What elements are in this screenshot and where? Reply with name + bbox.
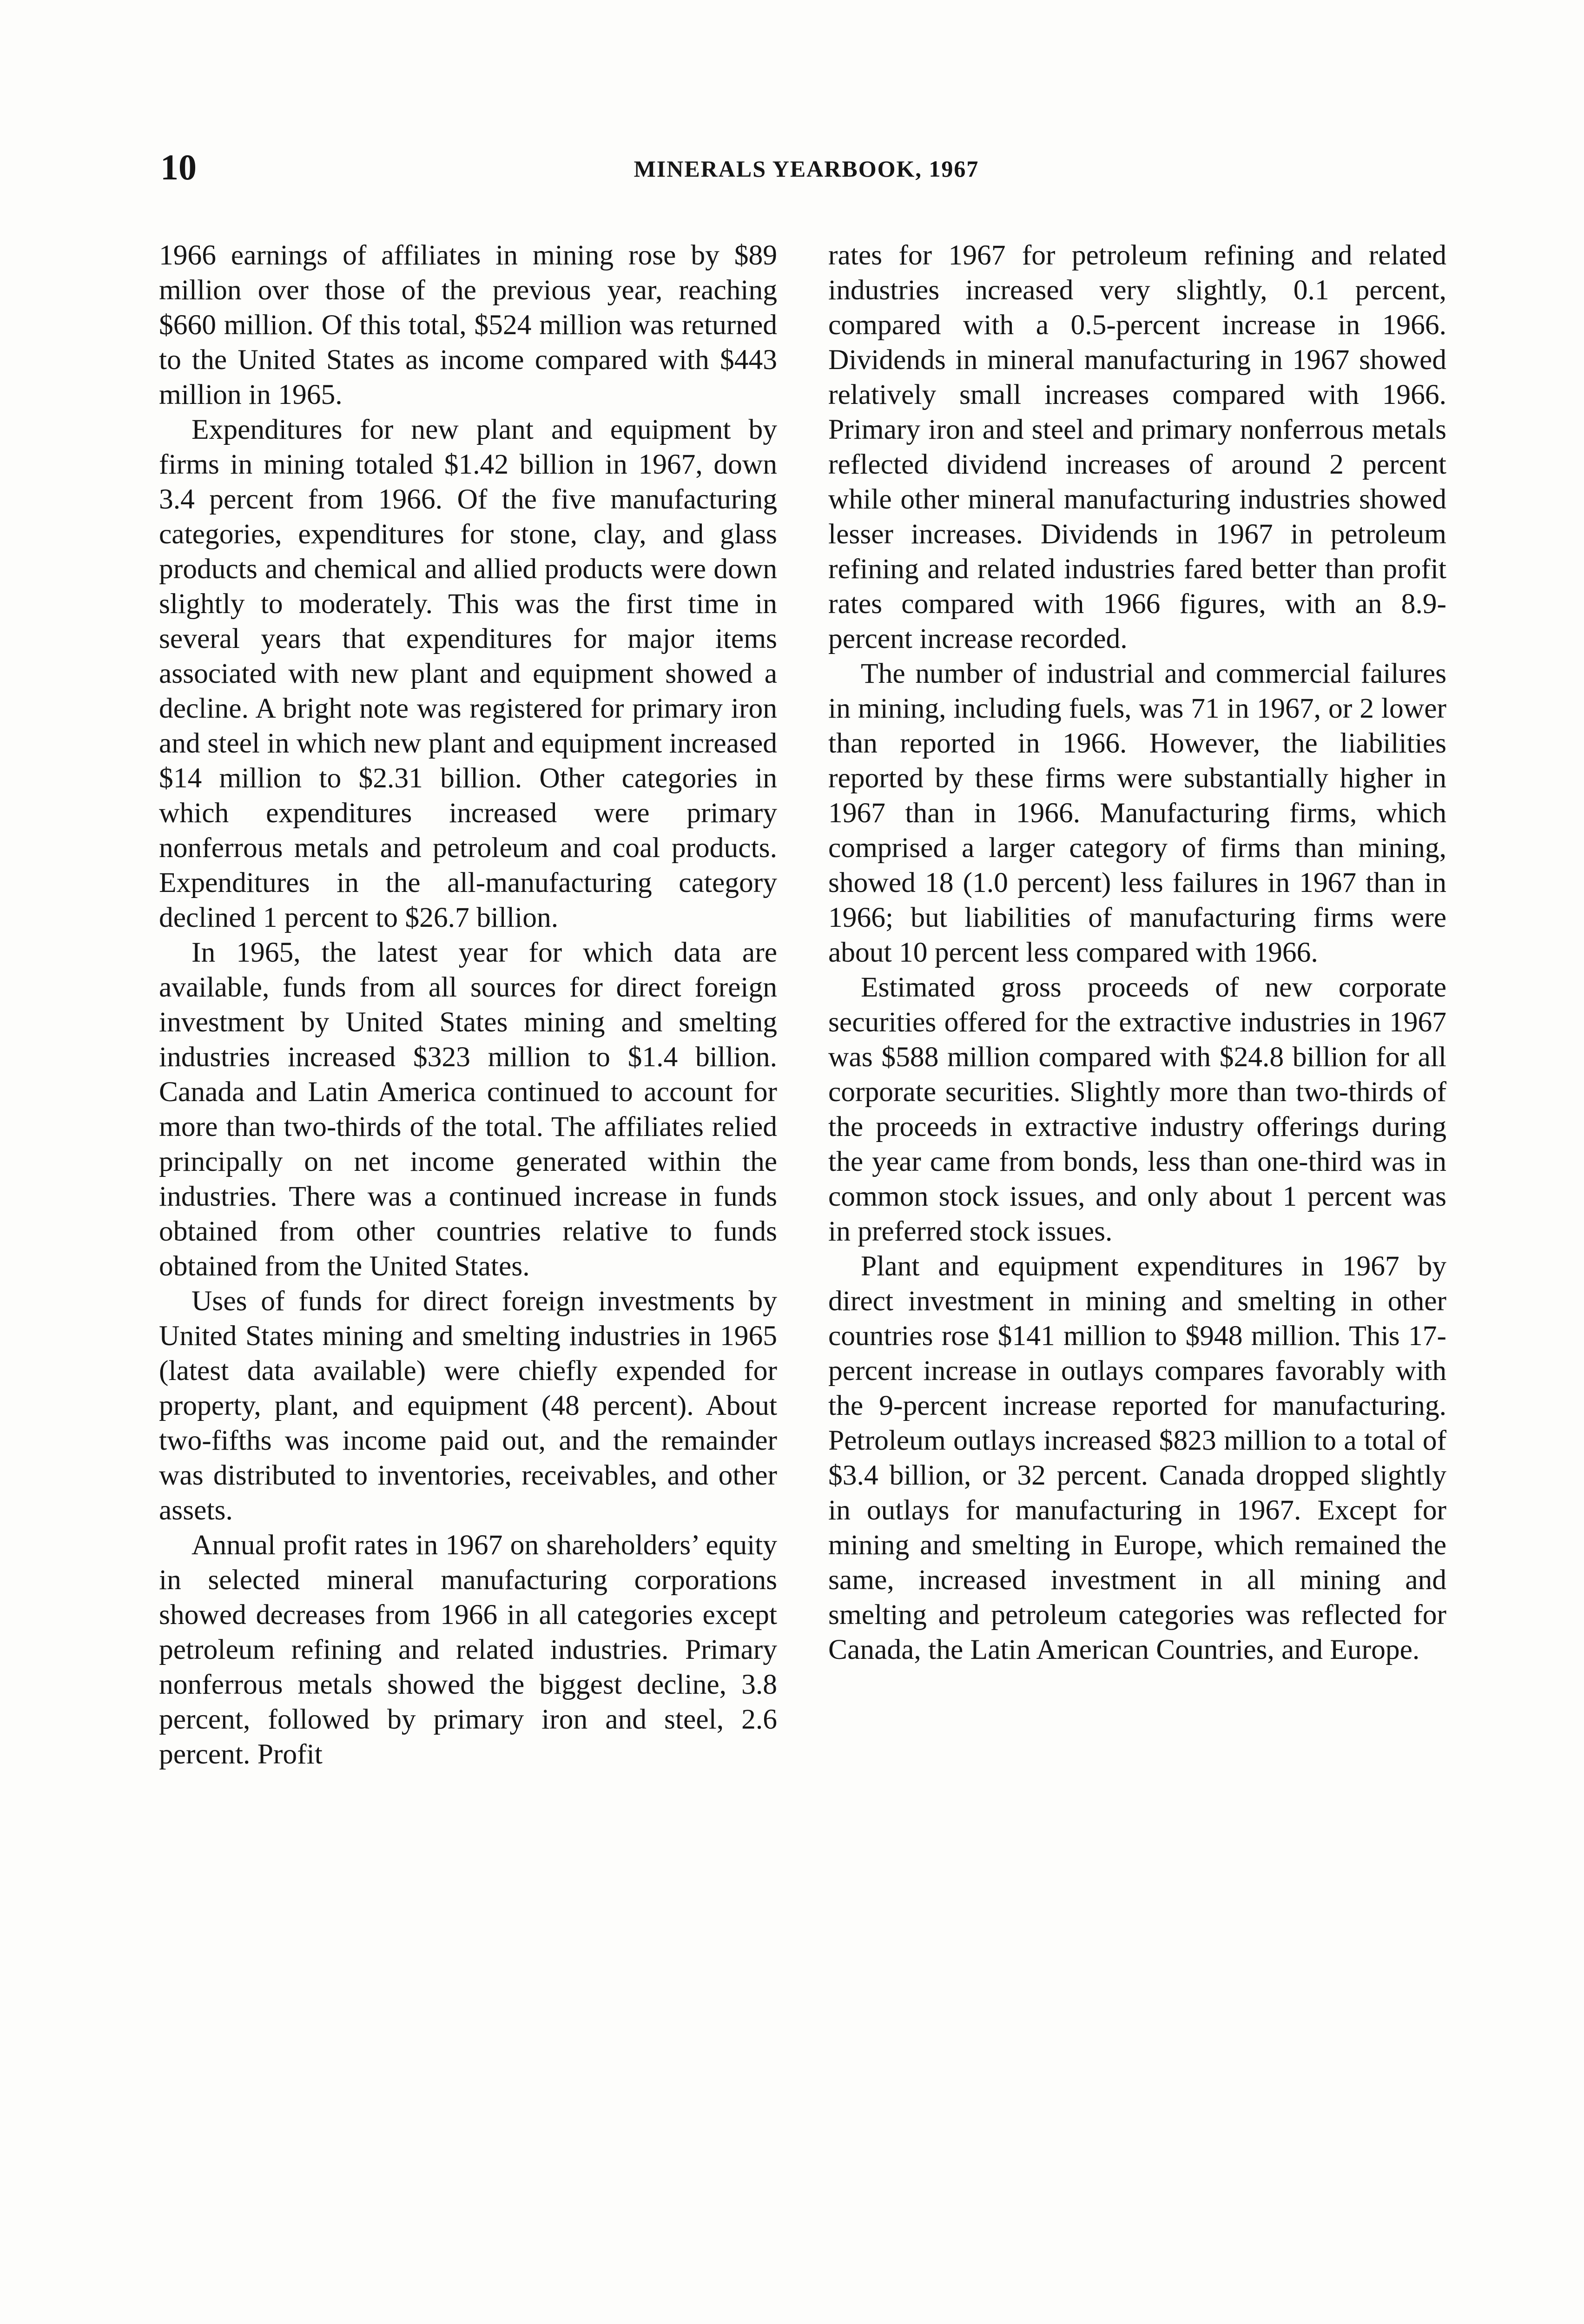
paragraph: Annual profit rates in 1967 on shareholders’ equity in selected mineral manufacturing corporations showed decreases from 1966 in all categories except petroleum refining and related industries. Primary nonferrous metals showed the biggest decline, 3.8 percent, followed by primary iron and steel, 2.6 percent. Profit bbox=[159, 1529, 777, 1770]
paragraph: 1966 earnings of affiliates in mining rose by $89 million over those of the previous year, reaching $660 million. Of this total, $524 million was returned to the United States as income compared with $443 million in 1965. bbox=[159, 239, 777, 410]
running-title: MINERALS YEARBOOK, 1967 bbox=[634, 156, 979, 182]
paragraph: Uses of funds for direct foreign investments by United States mining and smelting industries in 1965 (latest data available) were chiefly expended for property, plant, and equipment (48 percent). About two-fifths was income paid out, and the remainder was distributed to inventories, receivables, and other assets. bbox=[159, 1285, 777, 1526]
page-number: 10 bbox=[160, 147, 197, 187]
paragraph: Expenditures for new plant and equipment by firms in mining totaled $1.42 billion in 1967, down 3.4 percent from 1966. Of the five manufacturing categories, expenditures for stone, clay, and glass products and chemical and allied products were down slightly to moderately. This was the first time in several years that expenditures for major items associated with new plant and equipment showed a decline. A bright note was registered for primary iron and steel in which new plant and equipment increased $14 million to $2.31 billion. Other categories in which expenditures increased were primary nonferrous metals and petroleum and coal products. Expenditures in the all-manufacturing category declined 1 percent to $26.7 billion. bbox=[159, 414, 777, 933]
running-head bbox=[160, 146, 1452, 188]
paragraph: In 1965, the latest year for which data are available, funds from all sources for direct foreign investment by United States mining and smelting industries increased $323 million to $1.4 billion. Canada and Latin America continued to account for more than two-thirds of the total. The affiliates relied principally on net income generated within the industries. There was a continued increase in funds obtained from other countries relative to funds obtained from the United States. bbox=[159, 937, 777, 1282]
right-column bbox=[828, 238, 1446, 1667]
paragraph: Plant and equipment expenditures in 1967 by direct investment in mining and smelting in other countries rose $141 million to $948 million. This 17-percent increase in outlays compares favorably with the 9-percent increase reported for manufacturing. Petroleum outlays increased $823 million to a total of $3.4 billion, or 32 percent. Canada dropped slightly in outlays for manufacturing in 1967. Except for mining and smelting in Europe, which remained the same, increased investment in all mining and smelting and petroleum categories was reflected for Canada, the Latin American Countries, and Europe. bbox=[828, 1250, 1446, 1665]
paragraph: The number of industrial and commercial failures in mining, including fuels, was 71 in 1967, or 2 lower than reported in 1966. However, the liabilities reported by these firms were substantially higher in 1967 than in 1966. Manufacturing firms, which comprised a larger category of firms than mining, showed 18 (1.0 percent) less failures in 1967 than in 1966; but liabilities of manufacturing firms were about 10 percent less compared with 1966. bbox=[828, 658, 1446, 968]
left-column bbox=[159, 238, 777, 1772]
paragraph: rates for 1967 for petroleum refining and related industries increased very slightly, 0.1 percent, compared with a 0.5-percent increase in 1966. Dividends in mineral manufacturing in 1967 showed relatively small increases compared with 1966. Primary iron and steel and primary nonferrous metals reflected dividend increases of around 2 percent while other mineral manufacturing industries showed lesser increases. Dividends in 1967 in petroleum refining and related industries fared better than profit rates compared with 1966 figures, with an 8.9-percent increase recorded. bbox=[828, 239, 1446, 654]
paragraph: Estimated gross proceeds of new corporate securities offered for the extractive industries in 1967 was $588 million compared with $24.8 billion for all corporate securities. Slightly more than two-thirds of the proceeds in extractive industry offerings during the year came from bonds, less than one-third was in common stock issues, and only about 1 percent was in preferred stock issues. bbox=[828, 971, 1446, 1247]
